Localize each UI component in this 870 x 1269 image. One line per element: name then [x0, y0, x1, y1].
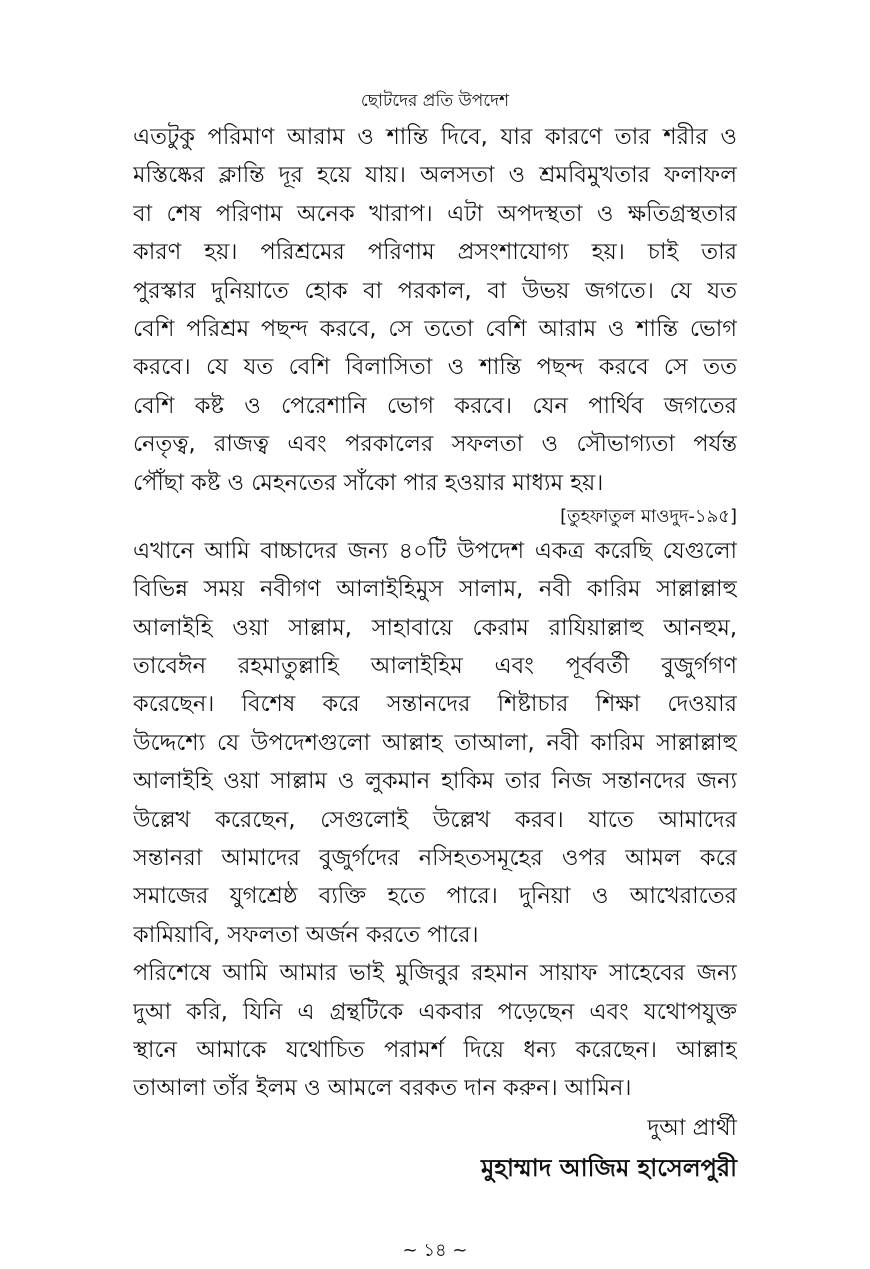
text-line: দুআ করি, যিনি এ গ্রন্থটিকে একবার পড়েছেন এবং যথোপযুক্ত: [133, 998, 737, 1025]
citation: [তুহফাতুল মাওদুদ-১৯৫]: [560, 505, 737, 527]
body-text: [133, 118, 737, 1188]
text-line: তাবেঈন রহমাতুল্লাহি আলাইহিম এবং পূর্ববর্তী বুজুর্গগণ: [133, 653, 737, 680]
text-line: আলাইহি ওয়া সাল্লাম, সাহাবায়ে কেরাম রাযিয়াল্লাহু আনহুম,: [133, 614, 737, 641]
text-line: পৌঁছা কষ্ট ও মেহনতের সাঁকো পার হওয়ার মাধ্যম হয়।: [133, 469, 604, 496]
running-header: ছোটদের প্রতি উপদেশ: [360, 91, 510, 111]
text-line: এতটুকু পরিমাণ আরাম ও শান্তি দিবে, যার কারণে তার শরীর ও: [133, 124, 737, 150]
text-line: বেশি পরিশ্রম পছন্দ করবে, সে ততো বেশি আরাম ও শান্তি ভোগ: [133, 315, 737, 342]
text-line: কারণ হয়। পরিশ্রমের পরিণাম প্রসংশাযোগ্য হয়। চাই তার: [133, 239, 737, 266]
text-line: বিভিন্ন সময় নবীগণ আলাইহিমুস সালাম, নবী কারিম সাল্লাল্লাহু: [133, 576, 737, 603]
signature-label: দুআ প্রার্থী: [647, 1114, 737, 1141]
text-line: পুরস্কার দুনিয়াতে হোক বা পরকাল, বা উভয় জগতে। যে যত: [133, 277, 737, 304]
text-line: এখানে আমি বাচ্চাদের জন্য ৪০টি উপদেশ একত্র করেছি যেগুলো: [133, 537, 737, 564]
text-line: আলাইহি ওয়া সাল্লাম ও লুকমান হাকিম তার নিজ সন্তানদের জন্য: [133, 768, 737, 795]
text-line: সমাজের যুগশ্রেষ্ঠ ব্যক্তি হতে পারে। দুনিয়া ও আখেরাতের: [133, 883, 737, 910]
page-number: ~ ১৪ ~: [402, 1240, 468, 1261]
text-line: করবে। যে যত বেশি বিলাসিতা ও শান্তি পছন্দ করবে সে তত: [133, 354, 737, 381]
text-line: বা শেষ পরিণাম অনেক খারাপ। এটা অপদস্থতা ও ক্ষতিগ্রস্থতার: [133, 200, 737, 227]
text-line: কামিয়াবি, সফলতা অর্জন করতে পারে।: [133, 921, 479, 948]
signature-name: মুহাম্মাদ আজিম হাসেলপুরী: [481, 1153, 737, 1182]
text-line: উদ্দেশ্যে যে উপদেশগুলো আল্লাহ তাআলা, নবী কারিম সাল্লাল্লাহু: [133, 729, 737, 756]
text-line: করেছেন। বিশেষ করে সন্তানদের শিষ্টাচার শিক্ষা দেওয়ার: [133, 691, 737, 718]
text-line: বেশি কষ্ট ও পেরেশানি ভোগ করবে। যেন পার্থিব জগতের: [133, 392, 737, 419]
text-line: উল্লেখ করেছেন, সেগুলোই উল্লেখ করব। যাতে আমাদের: [133, 806, 737, 833]
text-line: মস্তিষ্কের ক্লান্তি দূর হয়ে যায়। অলসতা ও শ্রমবিমুখতার ফলাফল: [133, 162, 737, 189]
paragraph-forty-advices: [133, 532, 737, 954]
text-line: পরিশেষে আমি আমার ভাই মুজিবুর রহমান সায়াফ সাহেবের জন্য: [133, 960, 737, 987]
text-line: নেতৃত্ব, রাজত্ব এবং পরকালের সফলতা ও সৌভাগ্যতা পর্যন্ত: [133, 431, 737, 458]
text-line: তাআলা তাঁর ইলম ও আমলে বরকত দান করুন। আমিন।: [133, 1075, 632, 1102]
text-line: স্থানে আমাকে যথোচিত পরামর্শ দিয়ে ধন্য করেছেন। আল্লাহ: [133, 1036, 737, 1063]
text-line: সন্তানরা আমাদের বুজুর্গদের নসিহতসমূহের ওপর আমল করে: [133, 845, 737, 872]
paragraph-acknowledgement: [133, 954, 737, 1108]
paragraph-rest-and-labor: [133, 118, 737, 502]
